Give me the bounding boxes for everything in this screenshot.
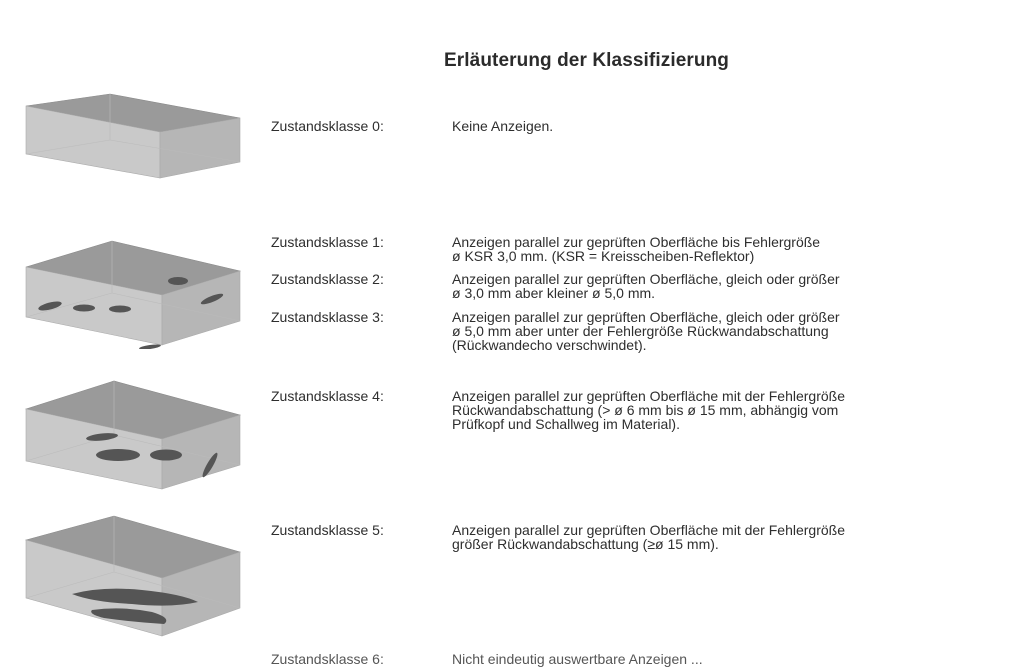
class-1-description: Anzeigen parallel zur geprüften Oberfläche bis Fehlergröße ø KSR 3,0 mm. (KSR = Kreisscheiben-Reflektor) — [452, 234, 821, 264]
class-5-description: Anzeigen parallel zur geprüften Oberfläche mit der Fehlergröße größer Rückwandabschattung (≥ø 15 mm). — [452, 522, 845, 552]
class-0-label: Zustandsklasse 0: — [271, 118, 384, 134]
class-2-label: Zustandsklasse 2: — [271, 271, 384, 287]
class-4-description: Anzeigen parallel zur geprüften Oberfläche mit der Fehlergröße Rückwandabschattung (> ø 6 mm bis ø 15 mm, abhängig vom Prüfkopf und Schallweg im Material). — [452, 388, 845, 432]
class-3-label: Zustandsklasse 3: — [271, 309, 384, 325]
class-1-label: Zustandsklasse 1: — [271, 234, 384, 250]
class-4-label: Zustandsklasse 4: — [271, 388, 384, 404]
block-illustration-class-0 — [22, 92, 242, 182]
class-3-description: Anzeigen parallel zur geprüften Oberfläche, gleich oder größer ø 5,0 mm aber unter der Fehlergröße Rückwandabschattung (Rückwandecho verschwindet). — [452, 309, 840, 353]
class-6-description: Nicht eindeutig auswertbare Anzeigen ... — [452, 651, 703, 667]
block-illustration-class-5 — [22, 512, 242, 640]
block-illustration-class-1-3 — [22, 237, 242, 349]
block-illustration-class-4 — [22, 377, 242, 493]
class-2-description: Anzeigen parallel zur geprüften Oberfläche, gleich oder größer ø 3,0 mm aber kleiner ø 5,0 mm. — [452, 271, 840, 301]
class-6-label: Zustandsklasse 6: — [271, 651, 384, 667]
page-title: Erläuterung der Klassifizierung — [444, 50, 729, 71]
class-0-description: Keine Anzeigen. — [452, 118, 554, 134]
class-5-label: Zustandsklasse 5: — [271, 522, 384, 538]
